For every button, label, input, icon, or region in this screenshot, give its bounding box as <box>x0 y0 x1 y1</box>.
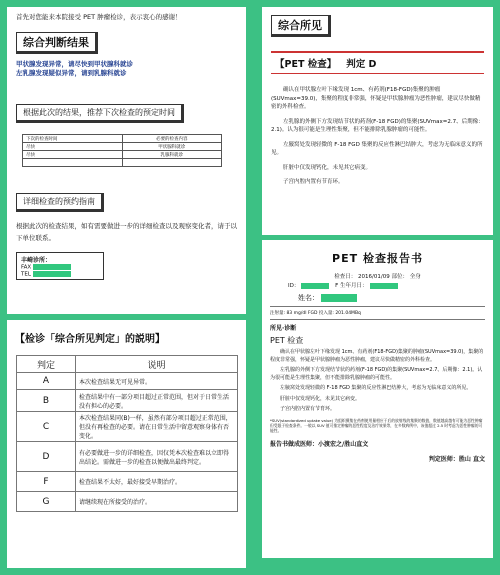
dose-info: 注射量: 83 mg/dl FGD 投入量: 201.04MBq <box>270 311 361 316</box>
table-header-row <box>17 356 238 373</box>
divider-line <box>270 319 485 320</box>
comprehensive-result-title: 综合判断结果 <box>16 32 98 54</box>
divider-line <box>271 73 484 74</box>
description-column-header: 说明 <box>76 356 238 373</box>
pet-section-title: PET 检查 <box>270 336 304 345</box>
result-page <box>7 7 246 314</box>
detail-title: 详细检查的预约指南 <box>16 193 104 212</box>
table-header-row <box>23 135 222 143</box>
table-row <box>17 442 238 472</box>
detail-note: 根据此次的检查结果，如有需要做进一步的详细检查以及观察变化者，请于以下单位联系。 <box>16 222 237 242</box>
suv-footnote: *SUV(standardized uptake value) 为组织摄集在药剂使用量相应于后的放射线的集聚的数值，数值越高越有可能为恶性肿瘤但受限于检查条件。一般以 SUV 值可推定肿瘤的恶性程度及治疗效果等，在多数病例中，该值超过 2.5 时考虑为恶性肿瘤的可能性。 <box>270 417 483 433</box>
redacted-block <box>301 283 329 289</box>
table-cell: 乳腺科就诊 <box>122 151 222 159</box>
grade-cell: A <box>17 373 76 390</box>
table-cell: 尽快 <box>23 143 123 151</box>
report-paragraph: 左腋窝处发现轻微的 F-18 FGD 集聚的反应性淋巴结肿大，考虑为无临床意义的所见。 <box>280 385 472 391</box>
judging-doctor: 判定医师：胜山 直文 <box>428 455 485 463</box>
grade-column-header: 判定 <box>17 356 76 373</box>
detail-section <box>16 189 237 280</box>
result-line-thyroid: 甲状腺发现异常，请尽快到甲状腺科就诊 <box>16 60 133 68</box>
next-exam-section <box>16 100 237 167</box>
findings-page <box>262 7 493 235</box>
description-cell: 有必要做进一步的详细检查，因仅凭本次检查难以立即得出结论。需做进一步的检查以便做出最终判定。 <box>76 442 238 472</box>
exam-date-line: 检查日： 2016/01/09 部位： 全身 <box>334 274 421 280</box>
grade-cell: B <box>17 390 76 412</box>
next-exam-table <box>22 134 222 167</box>
report-paragraph: 左乳腺的外侧下方发现结节状的药剂(F-18 FGD)的集聚(SUVmax=2.7、后期像：2.1)。认为很可能是生理性集聚，但不能排除乳腺肿瘤的可能性。 <box>270 367 483 381</box>
redacted-block <box>33 264 71 270</box>
redacted-block <box>321 294 357 302</box>
table-header-cell: 下次的检查时间 <box>23 135 123 143</box>
judge-label: 判定 D <box>346 59 377 70</box>
table-row <box>17 390 238 412</box>
table-row <box>17 412 238 442</box>
description-cell: 本次检查结果同(B)一样，虽然有部分项目超过正常范围，但没有再检查的必要。请在日常生活中留意观察身体有否变化。 <box>76 412 238 442</box>
intro-text: 首先对您能来本院接受 PET 肿瘤检诊，表示衷心的感谢！ <box>16 13 182 21</box>
id-label: ID： <box>288 283 300 289</box>
pet-label: 【PET 检查】 <box>275 59 337 70</box>
redacted-block <box>370 283 398 289</box>
name-label: 姓名： <box>298 294 319 302</box>
description-cell: 本次检查结果无可见异常。 <box>76 373 238 390</box>
name-line <box>298 293 485 303</box>
contact-box <box>16 252 104 280</box>
result-line-breast: 左乳腺发现疑似异常，请到乳腺科就诊 <box>16 69 127 77</box>
findings-title: 综合所见 <box>271 15 331 37</box>
finding-paragraph: 左腋窝处发现轻微的 F-18 FGD 集聚的反应性淋巴结肿大，考虑为无临床意义的所见。 <box>271 141 483 156</box>
table-cell <box>23 159 123 167</box>
description-cell: 检查结果不太好，最好接受早期治疗。 <box>76 472 238 492</box>
tel-label: TEL <box>21 271 31 277</box>
report-paragraph: 肝脏中仅发现钙化，未见其它病变。 <box>280 395 361 402</box>
table-row <box>23 159 222 167</box>
tel-line <box>21 271 99 278</box>
table-cell: 甲状腺科就诊 <box>122 143 222 151</box>
description-cell: 检查结果中有一部分项目超过正常范围，但对于日常生活没有担心的必要。 <box>76 390 238 412</box>
pet-judgement <box>271 56 484 70</box>
report-title: PET 检查报告书 <box>332 252 423 265</box>
table-row <box>17 373 238 390</box>
table-cell: 尽快 <box>23 151 123 159</box>
report-author: 报告书做成医师：小渡宏之/胜山直文 <box>270 440 369 448</box>
divider-line <box>270 306 485 307</box>
table-row <box>23 143 222 151</box>
grade-table <box>16 355 238 512</box>
explanation-title: 【检诊「综合所见判定」的説明】 <box>15 334 165 345</box>
grade-cell: G <box>17 492 76 512</box>
explanation-page <box>7 320 246 568</box>
report-page <box>262 240 493 558</box>
fax-label: FAX <box>21 264 32 271</box>
next-exam-title: 根据此次的结果，推荐下次检查的预定时间 <box>16 104 184 123</box>
contact-head: 丰崎诊所： <box>21 257 52 264</box>
report-paragraph: 子宫内腔内置有节育环。 <box>280 406 336 412</box>
table-row <box>17 472 238 492</box>
table-cell <box>122 159 222 167</box>
table-row <box>23 151 222 159</box>
description-cell: 请继续现在所接受的治疗。 <box>76 492 238 512</box>
table-header-cell: 必要的检查内容 <box>122 135 222 143</box>
table-row <box>17 492 238 512</box>
finding-paragraph: 子宫内腔内置有节育环。 <box>283 179 344 185</box>
finding-paragraph: 确认在甲状腺左叶下缘发现 1cm、有药剂(F18-FGD)集聚的肿瘤(SUVmax=39.0)，集聚的程度非常强，怀疑是甲状腺肿瘤为恶性肿瘤，建议尽快做精密的外科检查。 <box>271 87 481 110</box>
divider-line <box>271 51 484 53</box>
report-paragraph: 确认在甲状腺左叶下缘发现 1cm、有药剂(F18-FGD)集聚的肿瘤(SUVmax=39.0)，集聚的程度非常强，怀疑是甲状腺肿瘤为恶性肿瘤，建议尽快做精密的外科检查。 <box>270 349 484 363</box>
grade-cell: D <box>17 442 76 472</box>
finding-paragraph: 肝脏中仅发现钙化，未见其它病变。 <box>283 164 372 171</box>
grade-cell: C <box>17 412 76 442</box>
finding-paragraph: 左乳腺的外侧下方发现结节状的药剂(F-18 FGD)的集聚(SUVmax=2.7、后期像：2.1)。认为很可能是生理性集聚，但不能排除乳腺肿瘤的可能性。 <box>271 118 484 133</box>
diagnosis-section-title: 所见·诊断 <box>270 325 297 332</box>
redacted-block <box>33 271 71 277</box>
grade-cell: F <box>17 472 76 492</box>
id-line <box>288 281 485 289</box>
sex-label: F 生年月日： <box>335 283 368 289</box>
